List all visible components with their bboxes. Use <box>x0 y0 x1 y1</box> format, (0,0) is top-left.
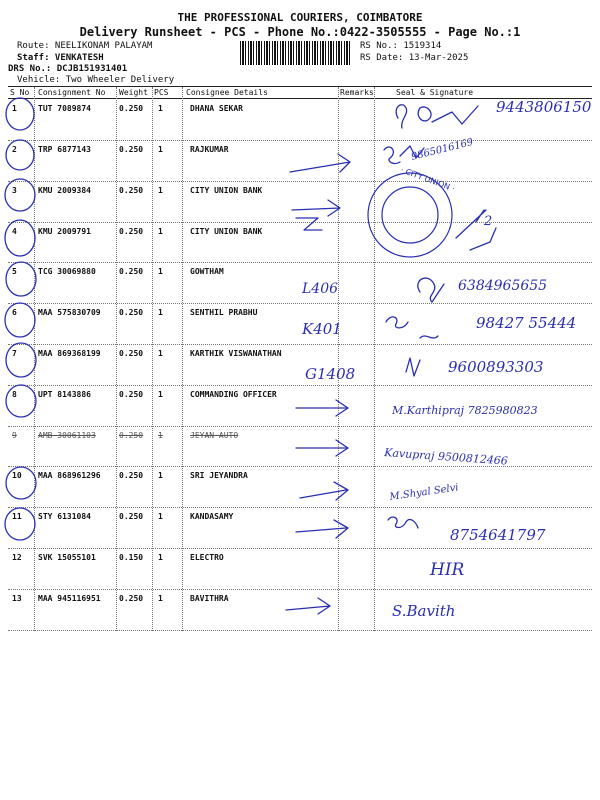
col-header-weight: Weight <box>119 88 148 97</box>
rs-date: RS Date: 13-Mar-2025 <box>360 53 469 63</box>
sno-circle <box>5 179 35 211</box>
row-pcs: 1 <box>158 594 163 603</box>
sno-circle <box>6 467 36 499</box>
row-weight: 0.250 <box>119 186 144 195</box>
handwritten-phone: 9865016169 <box>410 136 475 163</box>
row-consignment: TRP 6877143 <box>38 145 91 154</box>
arrow-icon <box>290 154 350 172</box>
row-consignee: GOWTHAM <box>190 267 224 276</box>
col-header-signature: Seal & Signature <box>396 88 474 97</box>
row-consignment: UPT 8143886 <box>38 390 91 399</box>
row-consignment: AMB 30061103 <box>38 431 96 440</box>
handwritten-signature: HIR <box>430 560 465 580</box>
handwritten-signature: M.Shyal Selvi <box>388 482 460 503</box>
row-sno: 4 <box>12 227 17 236</box>
row-consignee: BAVITHRA <box>190 594 229 603</box>
handwritten-remark: G1408 <box>305 365 356 383</box>
arrow-icon <box>292 200 340 216</box>
row-pcs: 1 <box>158 145 163 154</box>
row-weight: 0.250 <box>119 390 144 399</box>
row-sno: 3 <box>12 186 17 195</box>
row-pcs: 1 <box>158 471 163 480</box>
handwritten-phone: 8754641797 <box>450 526 546 544</box>
staff-text: Staff: VENKATESH <box>17 53 104 63</box>
row-weight: 0.250 <box>119 308 144 317</box>
row-pcs: 1 <box>158 308 163 317</box>
row-weight: 0.250 <box>119 104 144 113</box>
row-sno: 1 <box>12 104 17 113</box>
handwritten-signature: M.Karthipraj 7825980823 <box>392 404 538 417</box>
row-sno: 10 <box>12 471 22 480</box>
drs-number: DRS No.: DCJB151931401 <box>8 64 128 74</box>
arrow-icon <box>296 520 348 538</box>
handwritten-phone: 9443806150 <box>496 98 592 116</box>
row-weight: 0.250 <box>119 471 144 480</box>
row-pcs: 1 <box>158 390 163 399</box>
handwritten-phone: 9600893303 <box>448 358 544 376</box>
row-consignment: KMU 2009384 <box>38 186 91 195</box>
row-sno: 5 <box>12 267 17 276</box>
sno-circle <box>6 262 36 296</box>
sno-circle <box>5 303 35 337</box>
row-consignment: KMU 2009791 <box>38 227 91 236</box>
row-consignment: MAA 945116951 <box>38 594 101 603</box>
scribble <box>296 210 496 250</box>
row-sno: 13 <box>12 594 22 603</box>
col-header-consignee: Consignee Details <box>186 88 268 97</box>
col-header-sno: S No <box>10 88 30 97</box>
signature <box>418 278 444 302</box>
row-pcs: 1 <box>158 227 163 236</box>
sno-circle <box>5 508 35 540</box>
handwritten-note: 2 <box>484 214 493 229</box>
row-consignee: COMMANDING OFFICER <box>190 390 277 399</box>
sno-circle <box>6 98 34 130</box>
row-consignee: JEYAN AUTO <box>190 431 239 440</box>
sno-circle <box>5 220 35 256</box>
seal-stamp <box>368 165 456 257</box>
row-sno: 8 <box>12 390 17 399</box>
rs-number: RS No.: 1519314 <box>360 41 442 51</box>
signature <box>396 105 478 128</box>
row-consignment: MAA 575830709 <box>38 308 101 317</box>
signature <box>406 358 420 376</box>
signature <box>388 517 418 528</box>
row-weight: 0.250 <box>119 227 144 236</box>
row-weight: 0.250 <box>119 267 144 276</box>
row-consignee: RAJKUMAR <box>190 145 229 154</box>
row-pcs: 1 <box>158 512 163 521</box>
row-sno: 9 <box>12 431 17 440</box>
row-pcs: 1 <box>158 431 163 440</box>
row-pcs: 1 <box>158 349 163 358</box>
row-consignee: KARTHIK VISWANATHAN <box>190 349 282 358</box>
handwritten-signature: S.Bavith <box>392 602 456 620</box>
runsheet-subtitle: Delivery Runsheet - PCS - Phone No.:0422-3505555 - Page No.:1 <box>79 25 521 39</box>
vehicle-text: Vehicle: Two Wheeler Delivery <box>17 75 175 85</box>
row-consignee: DHANA SEKAR <box>190 104 243 113</box>
row-sno: 11 <box>12 512 22 521</box>
row-consignment: SVK 15055101 <box>38 553 96 562</box>
row-consignee: SENTHIL PRABHU <box>190 308 258 317</box>
row-weight: 0.250 <box>119 349 144 358</box>
sno-circle <box>6 385 36 417</box>
row-pcs: 1 <box>158 104 163 113</box>
row-weight: 0.150 <box>119 553 144 562</box>
row-pcs: 1 <box>158 553 163 562</box>
row-weight: 0.250 <box>119 512 144 521</box>
row-consignee: ELECTRO <box>190 553 224 562</box>
arrow-icon <box>296 440 348 456</box>
handwritten-remark: L406 <box>302 281 339 297</box>
row-consignee: SRI JEYANDRA <box>190 471 248 480</box>
row-sno: 12 <box>12 553 22 562</box>
row-weight: 0.250 <box>119 594 144 603</box>
row-consignment: MAA 869368199 <box>38 349 101 358</box>
col-header-consignment: Consignment No <box>38 88 106 97</box>
arrow-icon <box>296 400 348 416</box>
signature <box>386 317 438 338</box>
col-header-remarks: Remarks <box>340 88 374 97</box>
arrow-icon <box>286 598 330 614</box>
handwritten-remark: K401 <box>302 320 342 338</box>
row-pcs: 1 <box>158 267 163 276</box>
arrow-icon <box>300 482 348 500</box>
row-sno: 6 <box>12 308 17 317</box>
row-consignee: CITY UNION BANK <box>190 227 263 236</box>
row-sno: 7 <box>12 349 17 358</box>
row-weight: 0.250 <box>119 431 144 440</box>
svg-text:· CITY UNION ·: · CITY UNION · <box>399 165 456 194</box>
handwritten-phone: 98427 55444 <box>476 314 577 332</box>
sno-circle <box>6 343 36 377</box>
row-consignment: STY 6131084 <box>38 512 91 521</box>
row-consignment: TUT 7089874 <box>38 104 91 113</box>
row-consignee: KANDASAMY <box>190 512 234 521</box>
row-pcs: 1 <box>158 186 163 195</box>
sno-circle <box>6 140 34 170</box>
row-consignment: MAA 868961296 <box>38 471 101 480</box>
row-weight: 0.250 <box>119 145 144 154</box>
row-consignment: TCG 30069880 <box>38 267 96 276</box>
handwritten-signature: Kavupraj 9500812466 <box>383 446 509 468</box>
company-title: THE PROFESSIONAL COURIERS, COIMBATORE <box>177 11 423 24</box>
row-sno: 2 <box>12 145 17 154</box>
row-consignee: CITY UNION BANK <box>190 186 263 195</box>
handwritten-phone: 6384965655 <box>458 278 548 294</box>
col-header-pcs: PCS <box>154 88 169 97</box>
route-text: Route: NEELIKONAM PALAYAM <box>17 41 153 51</box>
